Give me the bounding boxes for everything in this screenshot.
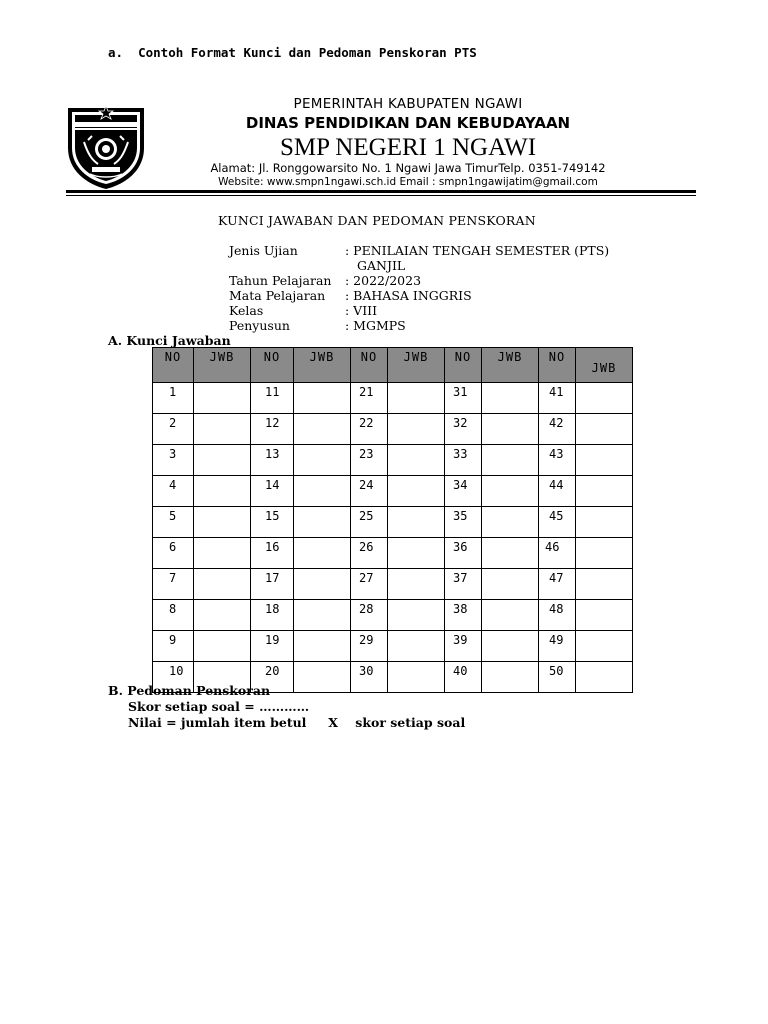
answer-cell <box>576 631 633 662</box>
answer-cell <box>482 662 539 693</box>
answer-cell <box>194 414 251 445</box>
question-number-cell: 31 <box>445 383 482 414</box>
question-number-cell: 13 <box>251 445 294 476</box>
column-header: NO <box>445 348 482 383</box>
table-row <box>153 445 633 476</box>
table-row <box>153 600 633 631</box>
question-number-cell: 27 <box>351 569 388 600</box>
answer-cell <box>576 662 633 693</box>
info-value: : MGMPS <box>345 318 406 333</box>
answer-cell <box>576 476 633 507</box>
question-number-cell: 19 <box>251 631 294 662</box>
answer-cell <box>482 569 539 600</box>
column-header: JWB <box>294 348 351 383</box>
question-number-cell: 33 <box>445 445 482 476</box>
answer-cell <box>576 538 633 569</box>
info-label: Kelas <box>229 303 264 318</box>
question-number-cell: 21 <box>351 383 388 414</box>
question-number-cell: 25 <box>351 507 388 538</box>
document-title: KUNCI JAWABAN DAN PEDOMAN PENSKORAN <box>218 213 536 228</box>
answer-cell <box>294 662 351 693</box>
question-number-cell: 48 <box>539 600 576 631</box>
table-row <box>153 538 633 569</box>
answer-cell <box>576 383 633 414</box>
question-number-cell: 42 <box>539 414 576 445</box>
answer-cell <box>294 538 351 569</box>
pedoman-nilai-line: Nilai = jumlah item betul X skor setiap soal <box>128 715 466 730</box>
answer-cell <box>194 538 251 569</box>
question-number-cell: 22 <box>351 414 388 445</box>
table-row <box>153 569 633 600</box>
question-number-cell: 29 <box>351 631 388 662</box>
answer-cell <box>576 600 633 631</box>
question-number-cell: 38 <box>445 600 482 631</box>
question-number-cell: 46 <box>539 538 576 569</box>
column-header: NO <box>251 348 294 383</box>
letterhead-address: Alamat: Jl. Ronggowarsito No. 1 Ngawi Jawa TimurTelp. 0351-749142 <box>210 161 606 175</box>
answer-cell <box>294 476 351 507</box>
question-number-cell: 18 <box>251 600 294 631</box>
answer-cell <box>482 445 539 476</box>
letterhead-school-name: SMP NEGERI 1 NGAWI <box>279 134 537 161</box>
info-value: : VIII <box>345 303 378 318</box>
question-number-cell: 34 <box>445 476 482 507</box>
column-header: JWB <box>388 348 445 383</box>
answer-cell <box>294 414 351 445</box>
question-number-cell: 24 <box>351 476 388 507</box>
question-number-cell: 20 <box>251 662 294 693</box>
answer-cell <box>388 445 445 476</box>
info-value: : 2022/2023 <box>345 273 422 288</box>
answer-cell <box>482 414 539 445</box>
question-number-cell: 41 <box>539 383 576 414</box>
question-number-cell: 35 <box>445 507 482 538</box>
question-number-cell: 50 <box>539 662 576 693</box>
question-number-cell: 12 <box>251 414 294 445</box>
letterhead-divider-thick <box>66 190 696 193</box>
answer-cell <box>194 507 251 538</box>
answer-cell <box>294 445 351 476</box>
question-number-cell: 15 <box>251 507 294 538</box>
question-number-cell: 49 <box>539 631 576 662</box>
answer-key-table <box>152 347 633 693</box>
column-header: JWB <box>576 348 633 383</box>
question-number-cell: 26 <box>351 538 388 569</box>
question-number-cell: 11 <box>251 383 294 414</box>
regency-shield-emblem-icon <box>66 104 146 190</box>
info-label: Mata Pelajaran <box>229 288 326 303</box>
answer-cell <box>194 476 251 507</box>
question-number-cell: 3 <box>153 445 194 476</box>
question-number-cell: 16 <box>251 538 294 569</box>
column-header: NO <box>153 348 194 383</box>
column-header: JWB <box>482 348 539 383</box>
question-number-cell: 8 <box>153 600 194 631</box>
table-row <box>153 476 633 507</box>
question-number-cell: 32 <box>445 414 482 445</box>
column-header: JWB <box>194 348 251 383</box>
answer-cell <box>388 662 445 693</box>
answer-cell <box>576 507 633 538</box>
table-row <box>153 383 633 414</box>
question-number-cell: 28 <box>351 600 388 631</box>
section-kunci-jawaban: A. Kunci Jawaban <box>108 333 231 348</box>
answer-cell <box>194 569 251 600</box>
answer-cell <box>482 600 539 631</box>
letterhead-divider-thin <box>66 195 696 196</box>
answer-cell <box>388 569 445 600</box>
question-number-cell: 23 <box>351 445 388 476</box>
answer-cell <box>482 631 539 662</box>
answer-cell <box>482 507 539 538</box>
info-value: GANJIL <box>357 258 406 273</box>
column-header: NO <box>539 348 576 383</box>
answer-cell <box>294 383 351 414</box>
question-number-cell: 5 <box>153 507 194 538</box>
section-pedoman-penskoran: B. Pedoman Penskoran <box>108 683 271 698</box>
question-number-cell: 10 <box>153 662 194 693</box>
letterhead-website-email: Website: www.smpn1ngawi.sch.id Email : smpn1ngawijatim@gmail.com <box>218 176 598 188</box>
answer-cell <box>482 476 539 507</box>
answer-cell <box>576 414 633 445</box>
question-number-cell: 47 <box>539 569 576 600</box>
section-a-title: a. Contoh Format Kunci dan Pedoman Penskoran PTS <box>108 45 477 60</box>
answer-cell <box>576 569 633 600</box>
letterhead-department: DINAS PENDIDIKAN DAN KEBUDAYAAN <box>245 114 571 132</box>
info-label: Jenis Ujian <box>229 243 298 258</box>
question-number-cell: 30 <box>351 662 388 693</box>
answer-cell <box>482 538 539 569</box>
answer-cell <box>294 631 351 662</box>
info-label: Tahun Pelajaran <box>229 273 332 288</box>
question-number-cell: 39 <box>445 631 482 662</box>
answer-cell <box>482 383 539 414</box>
answer-cell <box>194 445 251 476</box>
question-number-cell: 4 <box>153 476 194 507</box>
question-number-cell: 7 <box>153 569 194 600</box>
question-number-cell: 43 <box>539 445 576 476</box>
table-header-row <box>153 348 633 383</box>
info-value: : PENILAIAN TENGAH SEMESTER (PTS) <box>345 243 610 258</box>
answer-cell <box>388 538 445 569</box>
question-number-cell: 36 <box>445 538 482 569</box>
answer-cell <box>388 631 445 662</box>
question-number-cell: 17 <box>251 569 294 600</box>
info-value: : BAHASA INGGRIS <box>345 288 472 303</box>
answer-cell <box>388 600 445 631</box>
answer-cell <box>194 631 251 662</box>
question-number-cell: 40 <box>445 662 482 693</box>
answer-cell <box>194 383 251 414</box>
answer-cell <box>388 476 445 507</box>
question-number-cell: 44 <box>539 476 576 507</box>
question-number-cell: 2 <box>153 414 194 445</box>
pedoman-skor-line: Skor setiap soal = ………… <box>128 699 310 714</box>
question-number-cell: 14 <box>251 476 294 507</box>
answer-cell <box>388 414 445 445</box>
question-number-cell: 45 <box>539 507 576 538</box>
letterhead-government: PEMERINTAH KABUPATEN NGAWI <box>293 96 523 112</box>
answer-cell <box>194 600 251 631</box>
question-number-cell: 6 <box>153 538 194 569</box>
answer-cell <box>294 569 351 600</box>
question-number-cell: 9 <box>153 631 194 662</box>
answer-cell <box>294 507 351 538</box>
table-row <box>153 414 633 445</box>
info-label: Penyusun <box>229 318 290 333</box>
table-row <box>153 631 633 662</box>
answer-cell <box>388 383 445 414</box>
answer-cell <box>294 600 351 631</box>
question-number-cell: 1 <box>153 383 194 414</box>
column-header: NO <box>351 348 388 383</box>
answer-cell <box>388 507 445 538</box>
question-number-cell: 37 <box>445 569 482 600</box>
table-row <box>153 507 633 538</box>
answer-cell <box>576 445 633 476</box>
